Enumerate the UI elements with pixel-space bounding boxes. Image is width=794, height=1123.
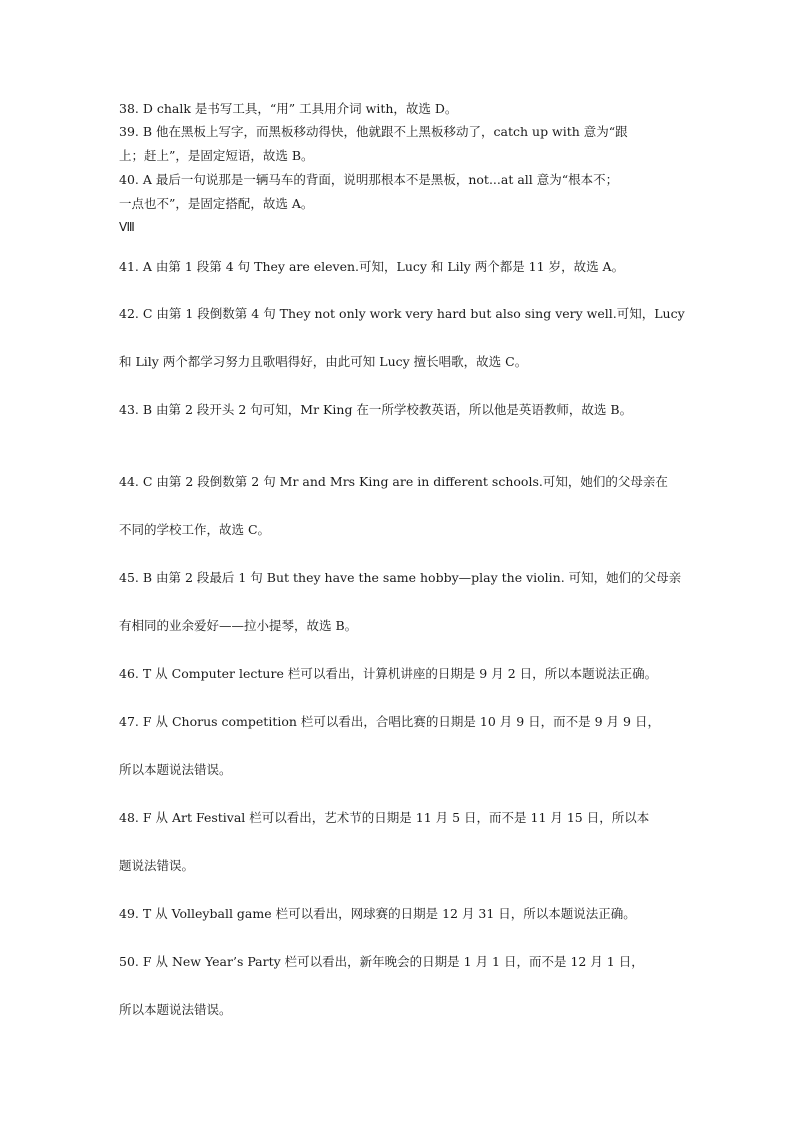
answer-48-cont: 题说法错误。 <box>119 858 195 873</box>
answer-39-cont: 上；赶上”，是固定短语，故选 B。 <box>119 148 314 163</box>
answer-50: 50. F 从 New Year’s Party 栏可以看出，新年晚会的日期是 1 月 1 日，而不是 12 月 1 日， <box>119 954 644 969</box>
answer-44-cont: 不同的学校工作，故选 C。 <box>119 522 271 537</box>
answer-45-cont: 有相同的业余爱好——拉小提琴，故选 B。 <box>119 618 358 633</box>
answer-47: 47. F 从 Chorus competition 栏可以看出，合唱比赛的日期是 10 月 9 日，而不是 9 月 9 日， <box>119 714 660 729</box>
answer-38: 38. D chalk 是书写工具，“用” 工具用介词 with，故选 D。 <box>119 101 458 116</box>
answer-43: 43. B 由第 2 段开头 2 句可知，Mr King 在一所学校教英语，所以他是英语教师，故选 B。 <box>119 402 633 417</box>
answer-42-cont: 和 Lily 两个都学习努力且歌唱得好，由此可知 Lucy 擅长唱歌，故选 C。 <box>119 354 528 369</box>
answer-44: 44. C 由第 2 段倒数第 2 句 Mr and Mrs King are in different schools.可知，她们的父母亲在 <box>119 474 668 489</box>
answer-40: 40. A 最后一句说那是一辆马车的背面，说明那根本不是黑板，not...at all 意为“根本不； <box>119 172 619 187</box>
answer-42: 42. C 由第 1 段倒数第 4 句 They not only work very hard but also sing very well.可知，Lucy <box>119 306 685 321</box>
section-heading: Ⅷ <box>119 220 135 234</box>
answer-50-cont: 所以本题说法错误。 <box>119 1002 232 1017</box>
answer-40-cont: 一点也不”，是固定搭配，故选 A。 <box>119 196 314 211</box>
answer-39: 39. B 他在黑板上写字，而黑板移动得快，他就跟不上黑板移动了，catch up with 意为“跟 <box>119 124 628 139</box>
answer-46: 46. T 从 Computer lecture 栏可以看出，计算机讲座的日期是 9 月 2 日，所以本题说法正确。 <box>119 666 658 681</box>
answer-49: 49. T 从 Volleyball game 栏可以看出，网球赛的日期是 12 月 31 日，所以本题说法正确。 <box>119 906 636 921</box>
answer-47-cont: 所以本题说法错误。 <box>119 762 232 777</box>
answer-45: 45. B 由第 2 段最后 1 句 But they have the same hobby—play the violin. 可知，她们的父母亲 <box>119 570 682 585</box>
answer-41: 41. A 由第 1 段第 4 句 They are eleven.可知，Lucy 和 Lily 两个都是 11 岁，故选 A。 <box>119 259 625 274</box>
answer-48: 48. F 从 Art Festival 栏可以看出，艺术节的日期是 11 月 5 日，而不是 11 月 15 日，所以本 <box>119 810 650 825</box>
